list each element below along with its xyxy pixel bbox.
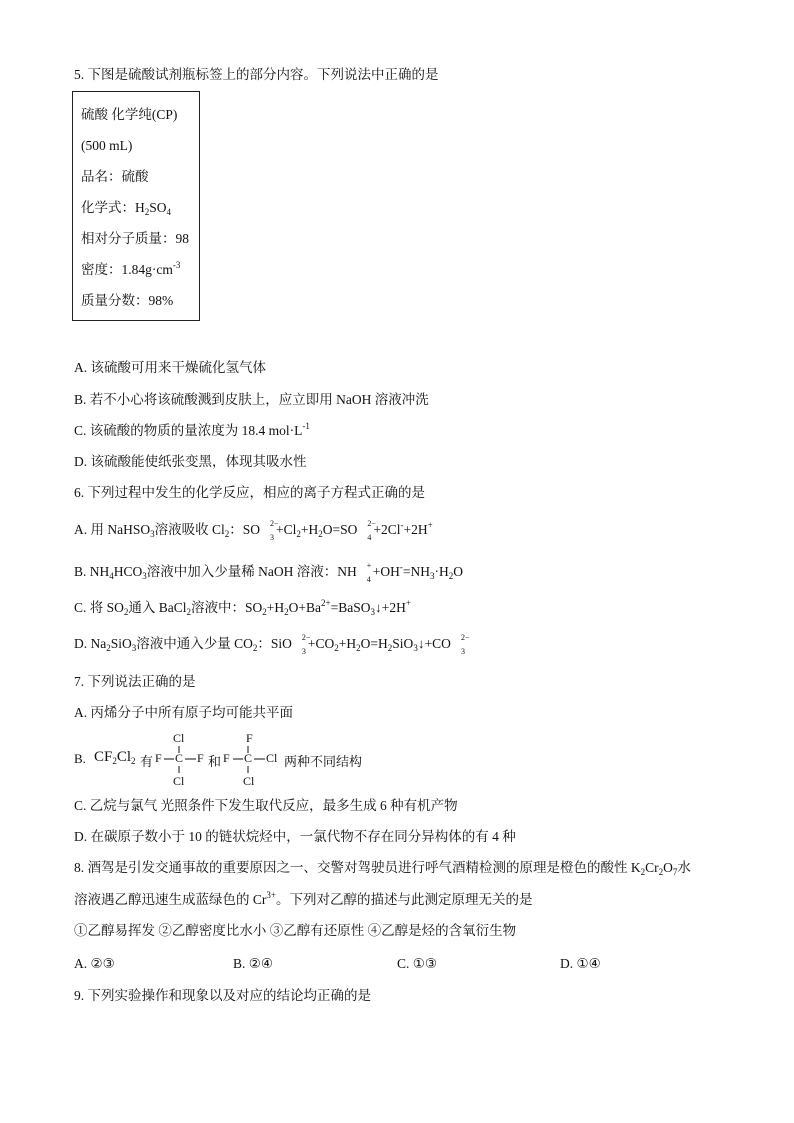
q6a-text: O=SO: [322, 522, 358, 537]
struct2-center-atom: C: [244, 751, 253, 765]
q7b-has: 有: [140, 754, 154, 769]
q6c-sub: 2: [262, 607, 267, 617]
q6a-text: +H: [300, 522, 319, 537]
q8-stem-text: Cr: [645, 860, 659, 875]
silicate-ion: [292, 633, 311, 656]
q6-stem: 6. 下列过程中发生的化学反应，相应的离子方程式正确的是: [74, 485, 425, 500]
q5-option-c-text: C. 该硫酸的物质的量浓度为 18.4 mol·L: [74, 423, 303, 438]
q6b-text: ·H: [434, 564, 449, 579]
ion-index: 3: [301, 647, 306, 656]
q8-stem-line-1: [74, 859, 691, 877]
q6a-text: A. 用 NaHSO: [74, 522, 151, 537]
q6d-text: SiO: [392, 636, 414, 651]
q6d-text: 溶液中通入少量 CO: [136, 636, 253, 651]
q6d-text: D. Na: [74, 636, 107, 651]
q6b-text: HCO: [113, 564, 143, 579]
q6b-text: +OH: [372, 564, 400, 579]
q8-sup: 3+: [266, 890, 276, 900]
reagent-label-box: [72, 91, 200, 321]
q6b-sub: 3: [142, 571, 147, 581]
q6d-text: O=H: [360, 636, 388, 651]
q8-stem-text: 水: [677, 860, 691, 875]
ion-charge: 2−: [460, 633, 470, 642]
q6b-text: O: [453, 564, 464, 579]
label-line-6: [81, 261, 180, 279]
q6c-sub: 2: [284, 607, 289, 617]
formula-sub: 2: [131, 756, 136, 766]
q6c-text: 通入 BaCl: [128, 600, 187, 615]
q6d-sub: 2: [106, 643, 111, 653]
q6a-text: +2Cl: [373, 522, 401, 537]
q8-items: ①乙醇易挥发 ②乙醇密度比水小 ③乙醇有还原性 ④乙醇是烃的含氧衍生物: [74, 923, 517, 938]
struct2-bonds: [219, 740, 289, 780]
q5-option-d: D. 该硫酸能使纸张变黑，体现其吸水性: [74, 454, 307, 469]
q8-stem-text: 溶液遇乙醇迅速生成蓝绿色的 Cr: [74, 892, 267, 907]
ion-index: 3: [460, 647, 465, 656]
q6c-text: O+Ba: [288, 600, 322, 615]
q8-stem-text: 8. 酒驾是引发交通事故的重要原因之一、交警对驾驶员进行呼气酒精检测的原理是橙色的酸性 K: [74, 860, 641, 875]
q6a-sub: 3: [150, 529, 155, 539]
q6a-sub: 2: [224, 529, 230, 539]
q6b-text: 溶液中加入少量稀 NaOH 溶液：NH: [146, 564, 357, 579]
q6c-sub: 2: [186, 607, 192, 617]
q6d-sub: 2: [334, 643, 339, 653]
q6c-sup: 2+: [321, 598, 331, 608]
label-line-2: (500 mL): [81, 138, 133, 153]
q6a-sup: -: [400, 520, 404, 530]
q6-option-d: [74, 633, 470, 656]
q7b-and: 和: [208, 754, 222, 769]
q6d-text: +CO: [307, 636, 335, 651]
label-line-3: 品名：硫酸: [81, 169, 149, 184]
q6-option-c: [74, 599, 411, 617]
q6d-sub: 2: [356, 643, 361, 653]
q7b-suffix: 两种不同结构: [284, 754, 363, 769]
q6a-text: ：SO: [229, 522, 261, 537]
q6d-text: +H: [338, 636, 357, 651]
label-line-7: 质量分数：98%: [81, 293, 174, 308]
ion-charge: 2−: [270, 519, 279, 528]
struct1-right-atom: F: [197, 751, 204, 765]
formula-text: Cl: [116, 749, 132, 765]
q8-stem-text: 。下列对乙醇的描述与此测定原理无关的是: [275, 892, 533, 907]
struct2-bottom-atom: Cl: [243, 774, 255, 788]
formula-sub: 2: [112, 756, 117, 766]
q6c-text: +H: [266, 600, 285, 615]
label-density-sup: -3: [172, 260, 181, 270]
formula-text: CF: [94, 749, 113, 765]
q6a-sup: +: [427, 520, 433, 530]
q6a-text: +2H: [403, 522, 428, 537]
q6-option-a: [74, 519, 433, 542]
ion-charge: 2−: [367, 519, 376, 528]
q8-sub: 2: [658, 867, 664, 877]
sulfate-ion: [357, 519, 376, 542]
q6c-text: 溶液中：SO: [191, 600, 263, 615]
struct2-left-atom: F: [223, 751, 230, 765]
q6c-sup: +: [405, 598, 411, 608]
q6d-text: ↓+CO: [417, 636, 451, 651]
q8-option-b: B. ②④: [233, 956, 273, 971]
q6-option-b: [74, 561, 464, 584]
q5-option-b: B. 若不小心将该硫酸溅到皮肤上，应立即用 NaOH 溶液冲洗: [74, 392, 429, 407]
ion-index: 4: [367, 533, 372, 542]
q6b-text: =NH: [402, 564, 431, 579]
q6c-sub: 2: [123, 607, 129, 617]
q8-option-a: A. ②③: [74, 956, 115, 971]
q6a-sub: 2: [296, 529, 301, 539]
q5-option-c: [74, 422, 310, 440]
struct2-top-atom: F: [246, 731, 253, 745]
q8-sub: 7: [672, 867, 678, 877]
q6d-text: ：SiO: [257, 636, 292, 651]
label-formula-sub: 4: [166, 207, 172, 217]
q6d-sub: 2: [252, 643, 258, 653]
struct1-top-atom: Cl: [173, 731, 185, 745]
struct2-right-atom: Cl: [266, 751, 278, 765]
q7-option-d: D. 在碳原子数小于 10 的链状烷烃中，一氯代物不存在同分异构体的有 4 种: [74, 829, 516, 844]
q6b-text: B. NH: [74, 564, 110, 579]
q6c-sub: 3: [370, 607, 375, 617]
q6b-sup: -: [399, 562, 403, 572]
q6b-sub: 3: [430, 571, 435, 581]
label-line-1: 硫酸 化学纯(CP): [81, 107, 178, 122]
label-line-5: 相对分子质量：98: [81, 231, 189, 246]
q6c-text: C. 将 SO: [74, 600, 124, 615]
struct1-bottom-atom: Cl: [173, 774, 185, 788]
q6c-text: ↓+2H: [374, 600, 406, 615]
q9-stem: 9. 下列实验操作和现象以及对应的结论均正确的是: [74, 988, 371, 1003]
q7b-formula: [94, 749, 136, 766]
q7b-prefix: B.: [74, 751, 86, 766]
q8-stem-line-2: [74, 891, 532, 909]
q7-option-c: C. 乙烷与氯气 光照条件下发生取代反应，最多生成 6 种有机产物: [74, 798, 458, 813]
q6b-sub: 2: [448, 571, 454, 581]
sulfite-ion: [260, 519, 279, 542]
q6d-text: SiO: [110, 636, 132, 651]
q6a-sub: 2: [318, 529, 323, 539]
label-line-4: [81, 199, 171, 217]
q5-option-a: A. 该硫酸可用来干燥硫化氢气体: [74, 360, 266, 375]
q6a-text: +Cl: [276, 522, 297, 537]
q6d-sub: 2: [387, 643, 393, 653]
q5-option-c-sup: -1: [302, 421, 310, 431]
ammonium-ion: [357, 561, 373, 584]
q6d-sub: 3: [131, 643, 137, 653]
label-formula-mid: SO: [149, 200, 167, 215]
ion-charge: 2−: [301, 633, 311, 642]
q7-stem: 7. 下列说法正确的是: [74, 674, 196, 689]
ion-charge: +: [366, 561, 372, 570]
q8-stem-text: O: [663, 860, 673, 875]
struct1-center-atom: C: [175, 751, 184, 765]
q7-option-a: A. 丙烯分子中所有原子均可能共平面: [74, 705, 293, 720]
q6b-sub: 4: [109, 571, 114, 581]
label-formula-prefix: 化学式：H: [81, 200, 145, 215]
ion-index: 4: [366, 575, 371, 584]
q6c-text: =BaSO: [330, 600, 371, 615]
carbonate-ion: [451, 633, 470, 656]
struct1-left-atom: F: [155, 751, 162, 765]
label-density: 密度：1.84g·cm: [81, 262, 173, 277]
q8-option-c: C. ①③: [397, 956, 437, 971]
ion-index: 3: [270, 533, 275, 542]
q8-sub: 2: [640, 867, 646, 877]
q5-stem: 5. 下图是硫酸试剂瓶标签上的部分内容。下列说法中正确的是: [74, 67, 439, 82]
q6a-text: 溶液吸收 Cl: [154, 522, 225, 537]
q6d-sub: 3: [413, 643, 418, 653]
q8-option-d: D. ①④: [560, 956, 601, 971]
label-formula-sub: 2: [144, 207, 150, 217]
